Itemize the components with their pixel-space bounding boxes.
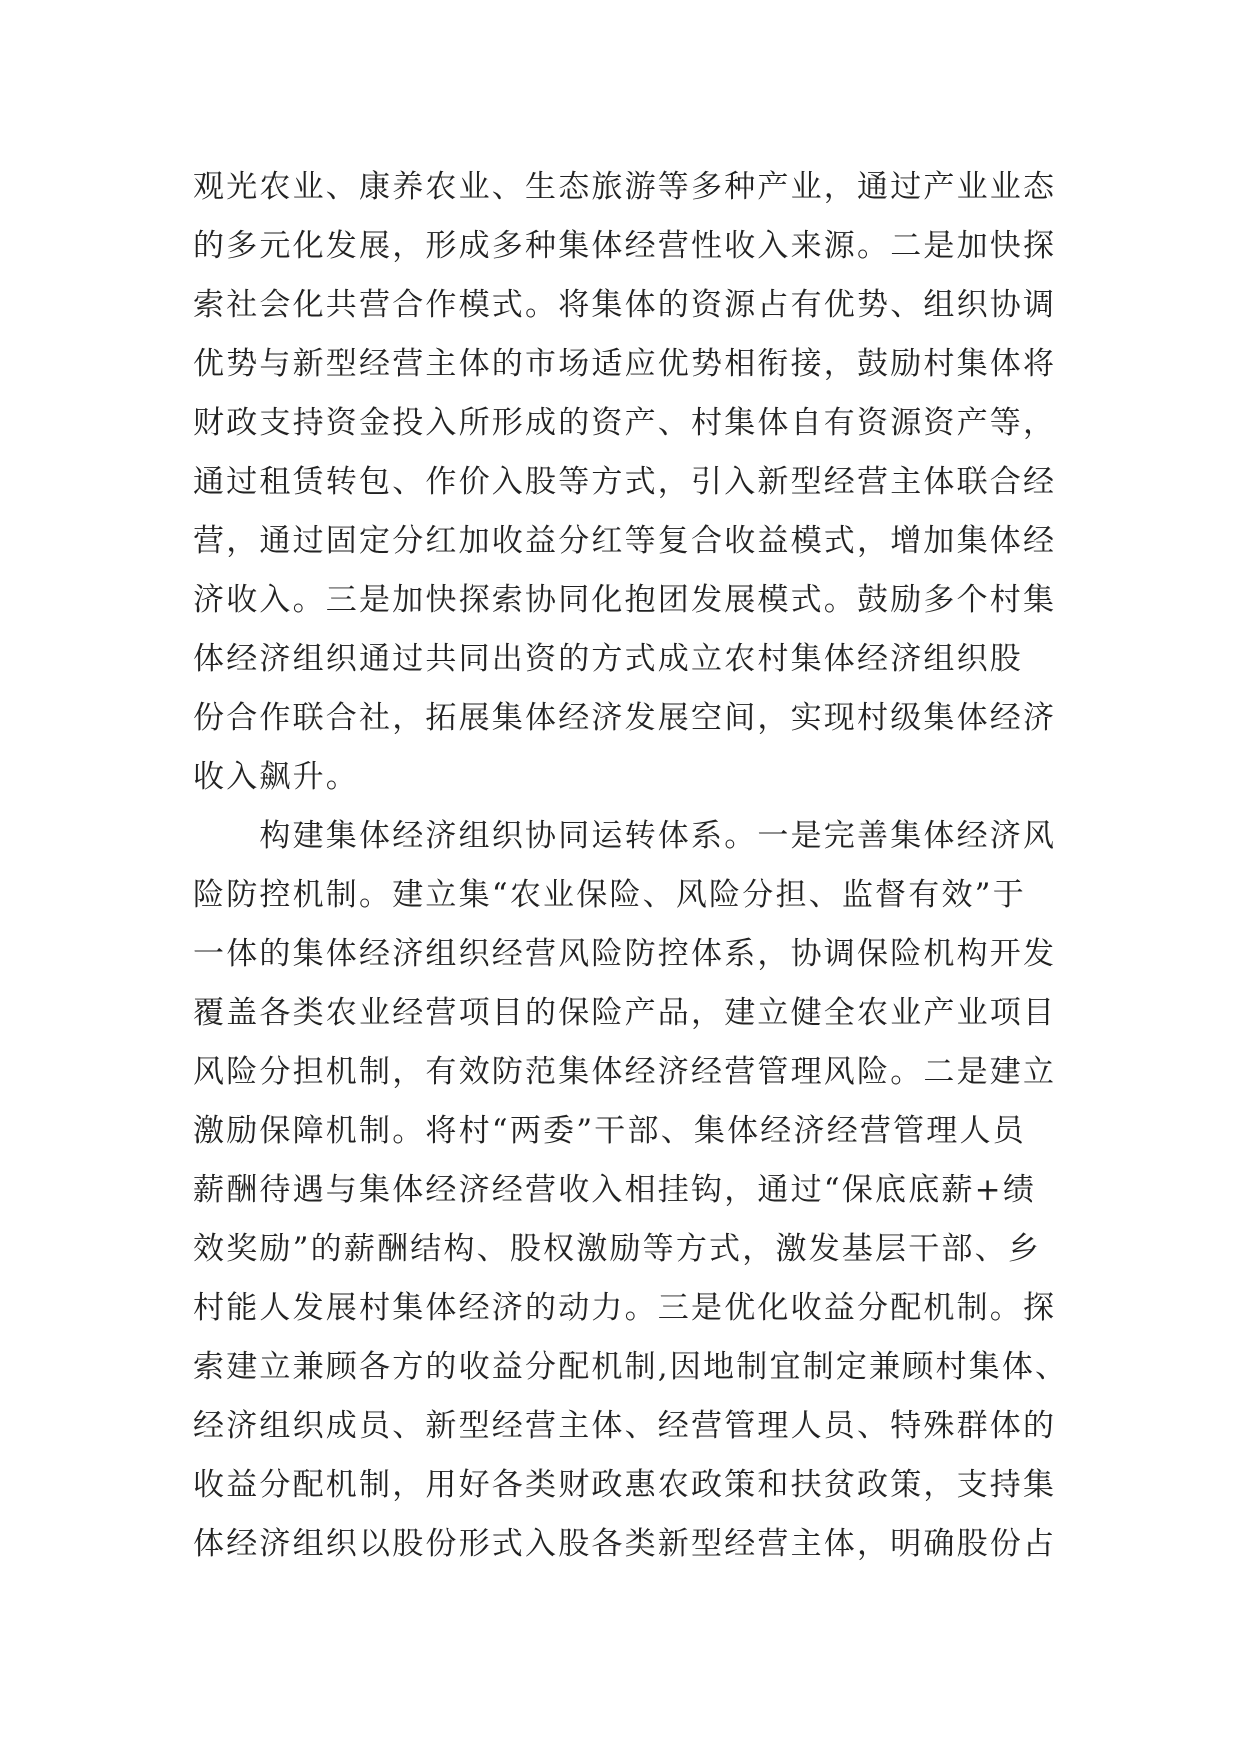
text-line: 激励保障机制。将村“两委”干部、集体经济经营管理人员 (193, 1113, 1026, 1149)
text-line: 经济组织成员、新型经营主体、经营管理人员、特殊群体的 (193, 1408, 1057, 1444)
document-body (193, 158, 1069, 1574)
text-line: 险防控机制。建立集“农业保险、风险分担、监督有效”于 (193, 877, 1026, 913)
text-line: 索建立兼顾各方的收益分配机制,因地制宜制定兼顾村集体、 (193, 1349, 1069, 1385)
text-line: 优势与新型经营主体的市场适应优势相衔接，鼓励村集体将 (193, 346, 1057, 382)
text-line: 一体的集体经济组织经营风险防控体系，协调保险机构开发 (193, 936, 1057, 972)
text-line: 收入飙升。 (193, 759, 359, 795)
text-line: 体经济组织通过共同出资的方式成立农村集体经济组织股 (193, 641, 1023, 677)
text-line: 济收入。三是加快探索协同化抱团发展模式。鼓励多个村集 (193, 582, 1057, 618)
text-line: 通过租赁转包、作价入股等方式，引入新型经营主体联合经 (193, 464, 1057, 500)
text-line: 构建集体经济组织协同运转体系。一是完善集体经济风 (193, 818, 1057, 854)
text-line: 风险分担机制，有效防范集体经济经营管理风险。二是建立 (193, 1054, 1057, 1090)
text-line: 营，通过固定分红加收益分红等复合收益模式，增加集体经 (193, 523, 1057, 559)
text-line: 观光农业、康养农业、生态旅游等多种产业，通过产业业态 (193, 169, 1057, 205)
text-line: 索社会化共营合作模式。将集体的资源占有优势、组织协调 (193, 287, 1057, 323)
text-line: 效奖励”的薪酬结构、股权激励等方式，激发基层干部、乡 (193, 1231, 1042, 1267)
text-line: 薪酬待遇与集体经济经营收入相挂钩，通过“保底底薪+绩 (193, 1172, 1037, 1208)
text-line: 村能人发展村集体经济的动力。三是优化收益分配机制。探 (193, 1290, 1057, 1326)
text-line: 的多元化发展，形成多种集体经营性收入来源。二是加快探 (193, 228, 1057, 264)
text-line: 财政支持资金投入所形成的资产、村集体自有资源资产等， (193, 405, 1057, 441)
text-line: 收益分配机制，用好各类财政惠农政策和扶贫政策，支持集 (193, 1467, 1057, 1503)
text-line: 覆盖各类农业经营项目的保险产品，建立健全农业产业项目 (193, 995, 1057, 1031)
text-line: 体经济组织以股份形式入股各类新型经营主体，明确股份占 (193, 1526, 1057, 1562)
text-line: 份合作联合社，拓展集体经济发展空间，实现村级集体经济 (193, 700, 1057, 736)
